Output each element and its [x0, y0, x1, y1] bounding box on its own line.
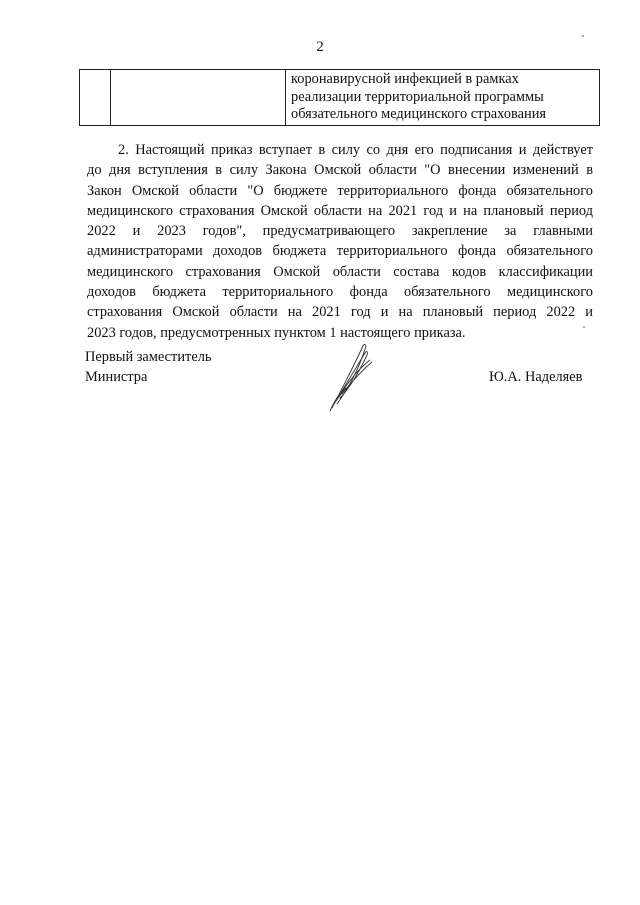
paragraph-line: страхования Омской области на 2021 год и на плановый период 2022 и — [87, 304, 593, 321]
handwritten-signature — [320, 338, 380, 414]
paragraph-line: Закон Омской области "О бюджете территориального фонда обязательного — [87, 182, 593, 199]
order-paragraph-2 — [87, 140, 593, 343]
paragraph-line: администраторами доходов бюджета территориального фонда обязательного — [87, 243, 593, 260]
continuation-table — [79, 69, 600, 126]
paragraph-line: до дня вступления в силу Закона Омской области "О внесении изменений в — [87, 162, 593, 179]
table-cell-line: коронавирусной инфекцией в рамках — [291, 71, 519, 87]
paragraph-line: 2022 и 2023 годов", предусматривающего закрепление за главными — [87, 223, 593, 240]
scan-speck — [583, 326, 585, 328]
paragraph-line: медицинского страхования Омской области состава кодов классификации — [87, 263, 593, 280]
paragraph-line: 2. Настоящий приказ вступает в силу со дня его подписания и действует — [118, 142, 593, 158]
signatory-name: Ю.А. Наделяев — [489, 369, 583, 385]
paragraph-line: медицинского страхования Омской области на 2021 год и на плановый период — [87, 202, 593, 219]
table-cell-number — [80, 70, 111, 126]
table-cell-line: реализации территориальной программы — [291, 88, 544, 105]
page-number: 2 — [316, 39, 324, 55]
signatory-position-line: Первый заместитель — [85, 349, 212, 365]
scan-speck — [582, 35, 584, 37]
table-cell-line: обязательного медицинского страхования — [291, 106, 547, 122]
table-row — [80, 70, 600, 126]
table-cell-description — [286, 70, 600, 126]
signatory-position-line: Министра — [85, 369, 148, 385]
signatory-position — [85, 347, 211, 387]
paragraph-line: доходов бюджета территориального фонда обязательного медицинского — [87, 284, 593, 301]
table-cell-name — [111, 70, 286, 126]
paragraph-line: 2023 годов, предусмотренных пунктом 1 настоящего приказа. — [87, 324, 466, 341]
